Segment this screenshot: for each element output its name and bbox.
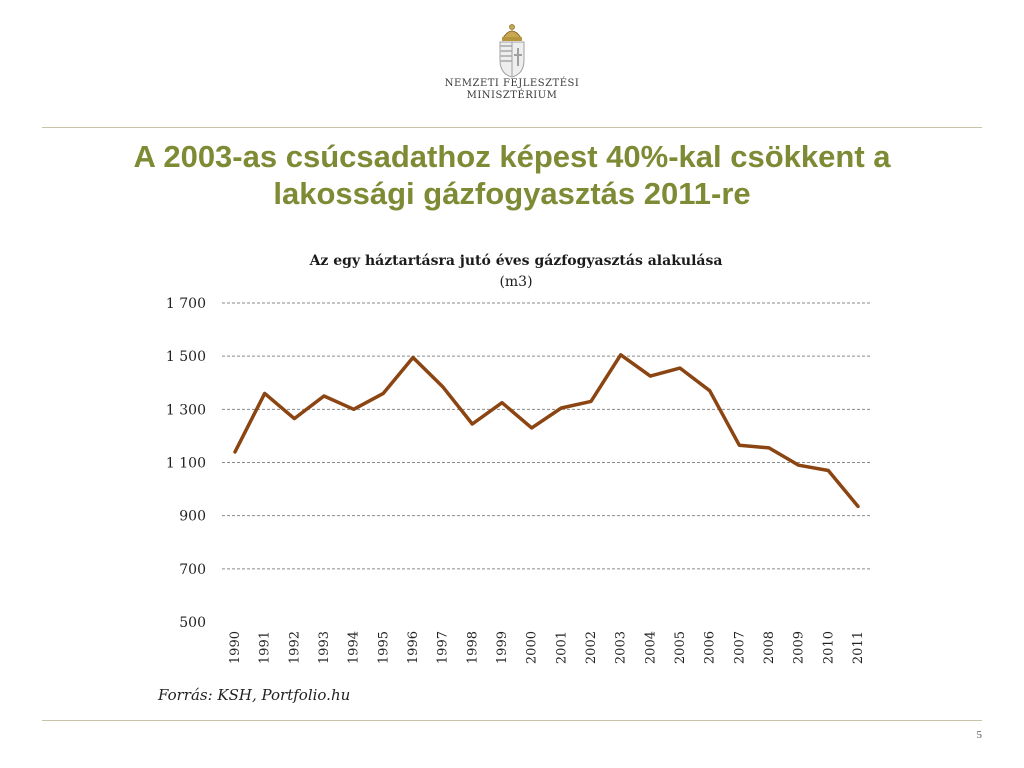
x-tick-label: 1995 — [376, 631, 392, 665]
x-tick-label: 2010 — [821, 631, 837, 665]
x-tick-label: 2000 — [524, 631, 540, 665]
series-line — [235, 355, 858, 507]
gas-consumption-chart — [150, 244, 890, 714]
y-tick-label: 500 — [179, 615, 206, 631]
x-tick-label: 2004 — [643, 631, 659, 665]
x-axis-ticks — [228, 631, 866, 664]
y-tick-label: 1 700 — [165, 296, 206, 312]
page-number: 5 — [976, 729, 982, 741]
y-tick-label: 1 100 — [165, 455, 206, 472]
chart-source: Forrás: KSH, Portfolio.hu — [158, 686, 351, 704]
x-tick-label: 1997 — [435, 631, 451, 665]
coat-of-arms-icon — [495, 22, 529, 78]
chart-subtitle: (m3) — [499, 274, 533, 290]
x-tick-label: 1998 — [465, 631, 481, 665]
y-tick-label: 700 — [179, 561, 206, 578]
y-tick-label: 1 300 — [165, 402, 206, 419]
x-tick-label: 1994 — [346, 631, 362, 665]
slide-title-line2: lakossági gázfogyasztás 2011-re — [273, 176, 751, 211]
ministry-logo — [0, 22, 1024, 102]
x-tick-label: 1999 — [495, 631, 510, 665]
x-tick-label: 2007 — [732, 631, 748, 665]
x-tick-label: 2008 — [762, 631, 777, 665]
slide-title-line1: A 2003-as csúcsadathoz képest 40%-kal csökkent a — [133, 139, 891, 174]
header-divider — [42, 127, 982, 128]
x-tick-label: 1991 — [257, 631, 273, 665]
x-tick-label: 1993 — [317, 631, 332, 665]
footer-divider — [42, 720, 982, 721]
series — [235, 355, 858, 507]
x-tick-label: 2002 — [584, 631, 599, 665]
chart-title: Az egy háztartásra jutó éves gázfogyasztás alakulása — [309, 253, 723, 269]
y-axis-ticks — [166, 296, 206, 631]
x-tick-label: 2005 — [673, 631, 688, 665]
x-tick-label: 2006 — [702, 631, 718, 665]
x-tick-label: 1996 — [406, 631, 421, 665]
x-tick-label: 1990 — [228, 631, 243, 665]
ministry-name-line1: NEMZETI FEJLESZTÉSI — [444, 78, 580, 89]
y-tick-label: 1 500 — [165, 349, 206, 366]
x-tick-label: 2003 — [613, 631, 629, 665]
ministry-name-line2: MINISZTÉRIUM — [466, 90, 558, 101]
x-tick-label: 2011 — [851, 631, 866, 665]
x-tick-label: 2009 — [791, 631, 807, 665]
slide-title — [40, 138, 984, 212]
gridlines — [222, 303, 872, 569]
y-tick-label: 900 — [179, 508, 206, 525]
x-tick-label: 1992 — [287, 631, 303, 665]
x-tick-label: 2001 — [554, 631, 570, 665]
